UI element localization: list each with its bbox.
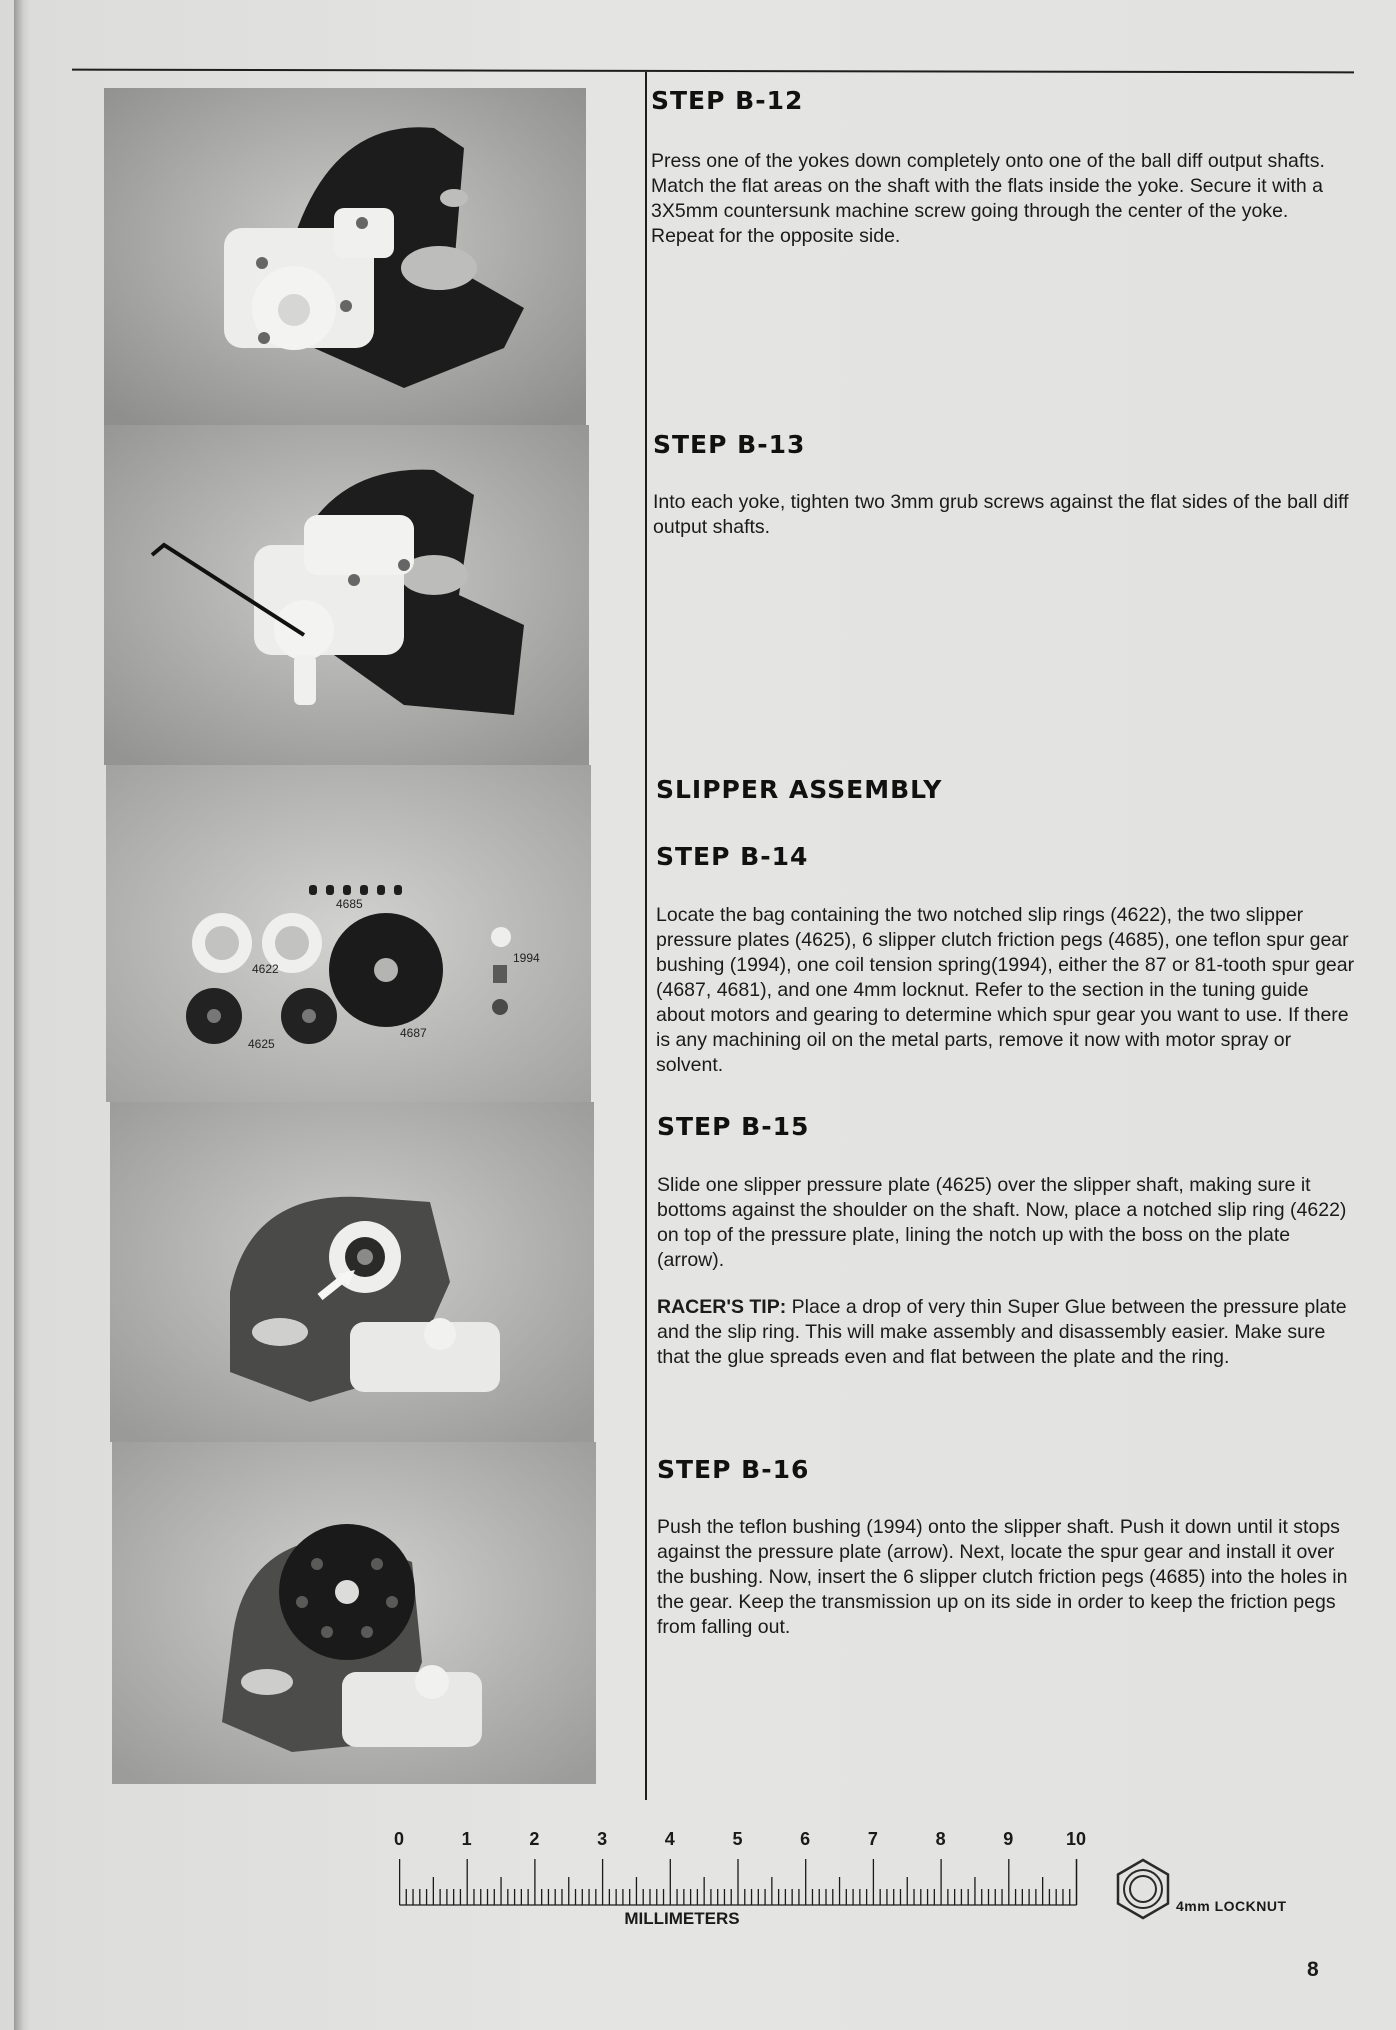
ruler-number-9: 9 [1003, 1829, 1014, 1849]
ruler-label: MILLIMETERS [624, 1909, 740, 1928]
top-rule [72, 69, 1354, 74]
ruler-number-3: 3 [597, 1829, 608, 1849]
step-b12-title: STEP B-12 [651, 86, 804, 115]
step-b13-title: STEP B-13 [653, 430, 806, 459]
ruler-number-2: 2 [529, 1829, 540, 1849]
millimeter-ruler [393, 1829, 1087, 1957]
page-number: 8 [1307, 1958, 1319, 1981]
ruler-number-6: 6 [800, 1829, 811, 1849]
ruler-number-4: 4 [664, 1829, 675, 1849]
locknut-icon [1111, 1857, 1175, 1921]
racers-tip [657, 1295, 1357, 1370]
photo-step-b14-parts [106, 765, 591, 1102]
photo-step-b13 [104, 425, 589, 765]
step-b14-title: STEP B-14 [656, 842, 809, 871]
ruler-number-7: 7 [867, 1829, 878, 1849]
part-label-4625: 4625 [248, 1037, 275, 1051]
photo-step-b15 [110, 1102, 594, 1442]
photo-step-b12 [104, 88, 586, 425]
binding-spine [14, 0, 30, 2030]
racers-tip-label: RACER'S TIP: [657, 1296, 787, 1318]
ruler-number-5: 5 [732, 1829, 743, 1849]
racers-tip-text: Place a drop of very thin Super Glue between the pressure plate and the slip ring. This will make assembly and disassembly easier. Make sure that the glue spreads even and flat between the plate and the ring. [657, 1296, 1347, 1368]
column-divider [645, 72, 647, 1800]
photo-step-b16 [112, 1442, 596, 1784]
ruler-number-10: 10 [1065, 1829, 1087, 1849]
part-label-4687: 4687 [400, 1026, 427, 1040]
step-b15-title: STEP B-15 [657, 1112, 810, 1141]
part-label-1994: 1994 [513, 951, 540, 965]
manual-page [14, 0, 1396, 2030]
locknut-label: 4mm LOCKNUT [1176, 1898, 1287, 1914]
step-b14-text: Locate the bag containing the two notched slip rings (4622), the two slipper pressure plates (4625), 6 slipper clutch friction pegs (4685), one teflon spur gear bushing (1994), one coil tension spring(1994), either the 87 or 81-tooth spur gear (4687, 4681), and one 4mm locknut. Refer to the section in the tuning guide about motors and gearing to determine which spur gear you want to use. If there is any machining oil on the metal parts, remove it now with motor spray or solvent. [656, 904, 1355, 1076]
part-label-4685: 4685 [336, 897, 363, 911]
step-b16-text: Push the teflon bushing (1994) onto the slipper shaft. Push it down until it stops against the pressure plate (arrow). Next, locate the spur gear and install it over the bushing. Now, insert the 6 slipper clutch friction pegs (4685) into the holes in the gear. Keep the transmission up on its side in order to keep the friction pegs from falling out. [657, 1516, 1348, 1638]
step-b13-text: Into each yoke, tighten two 3mm grub screws against the flat sides of the ball diff output shafts. [653, 491, 1349, 538]
step-b15-text: Slide one slipper pressure plate (4625) over the slipper shaft, making sure it bottoms against the shoulder on the shaft. Now, place a notched slip ring (4622) on top of the pressure plate, lining the notch up with the boss on the plate (arrow). [657, 1174, 1347, 1271]
part-label-4622: 4622 [252, 962, 279, 976]
ruler-number-8: 8 [935, 1829, 946, 1849]
step-b16-title: STEP B-16 [657, 1455, 810, 1484]
ruler-number-0: 0 [393, 1829, 405, 1849]
step-b12-text: Press one of the yokes down completely onto one of the ball diff output shafts. Match the flat areas on the shaft with the flats inside the yoke. Secure it with a 3X5mm countersunk machine screw going through the center of the yoke. Repeat for the opposite side. [651, 150, 1325, 247]
section-title-slipper-assembly: SLIPPER ASSEMBLY [656, 775, 943, 804]
ruler-number-1: 1 [461, 1829, 472, 1849]
